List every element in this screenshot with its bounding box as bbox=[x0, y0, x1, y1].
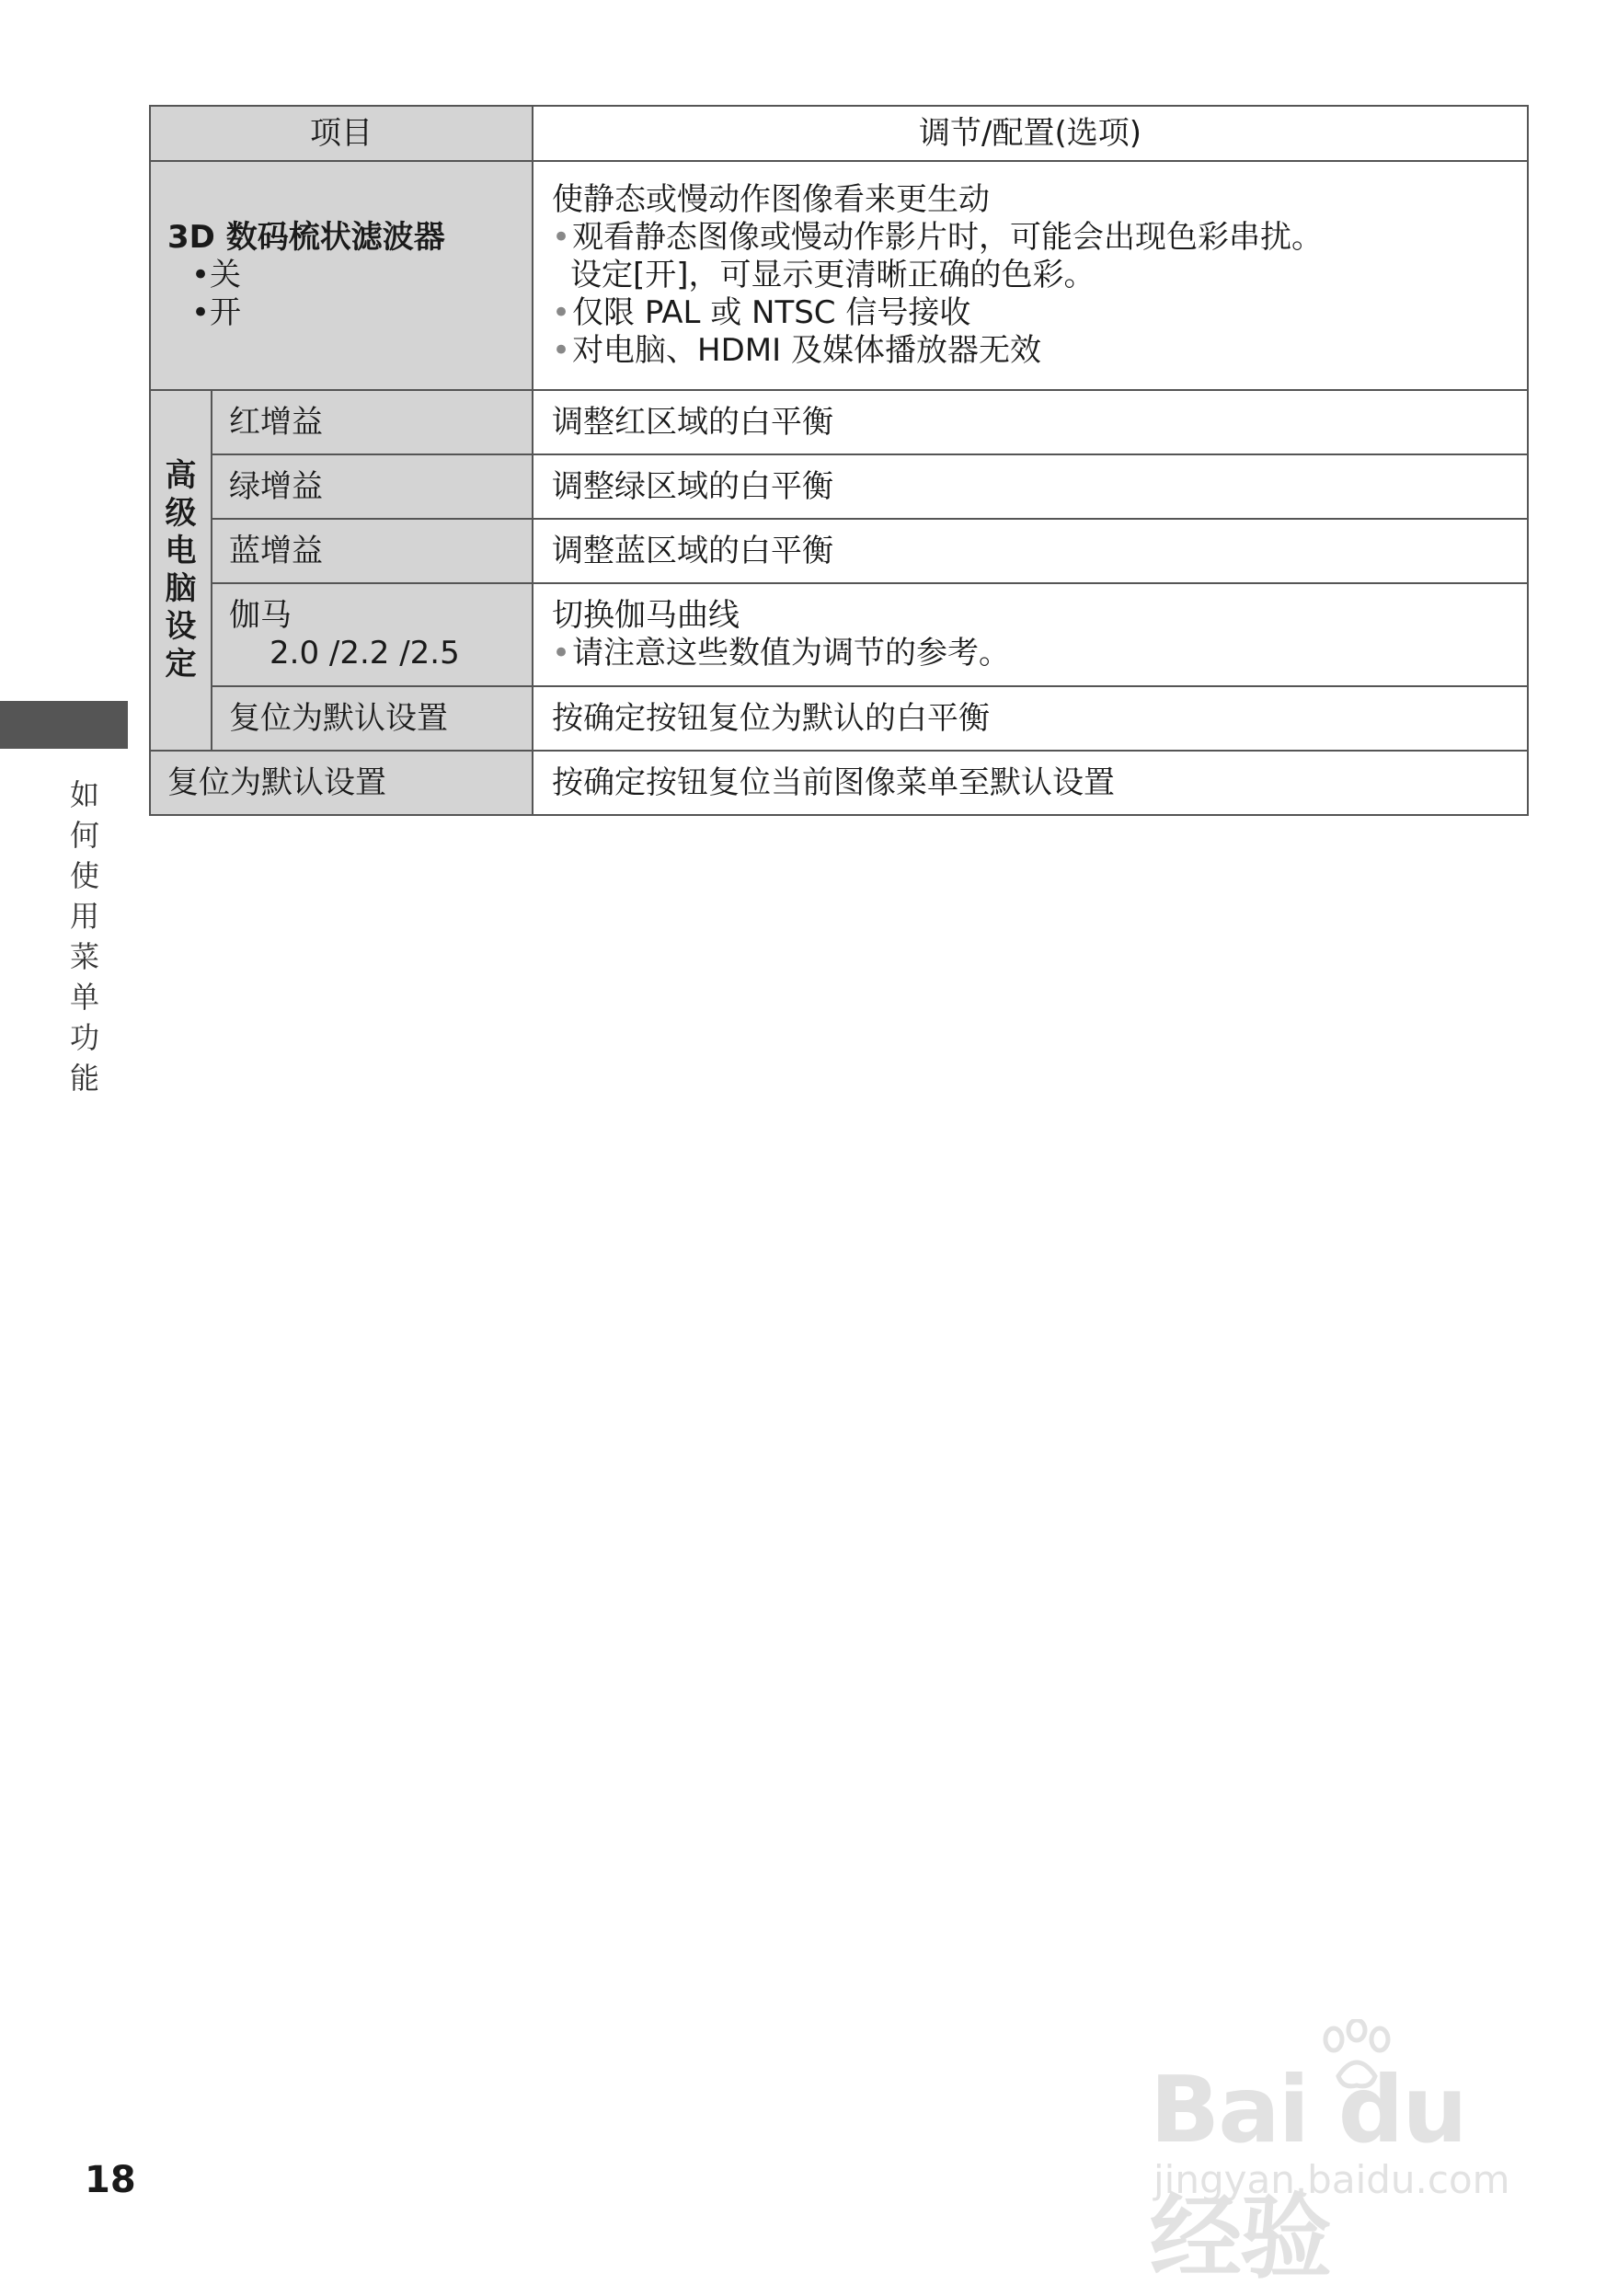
menu-settings-table bbox=[149, 105, 1529, 816]
item-gamma bbox=[212, 583, 533, 686]
item-red-gain: 红增益 bbox=[212, 390, 533, 454]
group-label-char: 电 bbox=[165, 533, 197, 569]
side-label-char: 何 bbox=[69, 818, 99, 853]
header-setting: 调节/配置(选项) bbox=[533, 106, 1528, 161]
item-reset: 复位为默认设置 bbox=[150, 751, 533, 815]
option-on: •开 bbox=[191, 294, 242, 331]
item-blue-gain: 蓝增益 bbox=[212, 519, 533, 583]
page-number: 18 bbox=[85, 2159, 136, 2201]
table-row-blue-gain bbox=[150, 519, 1528, 583]
table-row-gamma bbox=[150, 583, 1528, 686]
group-label-char: 脑 bbox=[165, 570, 197, 607]
desc-3d-bullet-1-cont: 设定[开]，可显示更清晰正确的色彩。 bbox=[570, 257, 1096, 293]
side-label-char: 用 bbox=[69, 899, 99, 934]
group-label-char: 设 bbox=[165, 608, 197, 645]
watermark-url: jingyan.baidu.com bbox=[1153, 2157, 1510, 2202]
table-row-3d-comb-filter bbox=[150, 161, 1528, 390]
side-label-char: 单 bbox=[69, 980, 99, 1015]
item-gamma-label: 伽马 bbox=[229, 597, 292, 634]
side-label-char: 菜 bbox=[69, 939, 99, 974]
desc-reset: 按确定按钮复位当前图像菜单至默认设置 bbox=[533, 751, 1528, 815]
table-row-red-gain bbox=[150, 390, 1528, 454]
group-label-char: 级 bbox=[165, 495, 197, 532]
option-off: •关 bbox=[191, 257, 242, 293]
table-row-green-gain bbox=[150, 454, 1528, 519]
desc-3d-comb-filter bbox=[533, 161, 1528, 390]
desc-gamma-note: • 请注意这些数值为调节的参考。 bbox=[552, 635, 1527, 672]
desc-3d-bullet-3: • 对电脑、HDMI 及媒体播放器无效 bbox=[552, 332, 1527, 370]
desc-3d-main: 使静态或慢动作图像看来更生动 bbox=[552, 181, 990, 218]
side-label-char: 使 bbox=[69, 858, 99, 893]
section-side-label bbox=[63, 775, 107, 1098]
group-advanced-pc-settings bbox=[150, 390, 212, 751]
desc-red-gain: 调整红区域的白平衡 bbox=[533, 390, 1528, 454]
table-row-reset bbox=[150, 751, 1528, 815]
desc-3d-bullet-1: • 观看静态图像或慢动作影片时，可能会出现色彩串扰。 bbox=[552, 219, 1527, 257]
item-green-gain: 绿增益 bbox=[212, 454, 533, 519]
desc-gamma-main: 切换伽马曲线 bbox=[552, 597, 740, 634]
group-label-char: 定 bbox=[165, 646, 197, 683]
baidu-jingyan-watermark bbox=[1150, 2019, 1536, 2291]
side-label-char: 功 bbox=[69, 1020, 99, 1055]
item-gamma-values: 2.0 /2.2 /2.5 bbox=[270, 635, 460, 672]
section-tab-marker bbox=[0, 701, 128, 749]
item-3d-title: 3D 数码梳状滤波器 bbox=[167, 219, 445, 256]
desc-gamma bbox=[533, 583, 1528, 686]
group-label-char: 高 bbox=[165, 457, 197, 494]
table-row-pc-reset bbox=[150, 686, 1528, 751]
watermark-logo: Bai du 经验 bbox=[1150, 2056, 1466, 2291]
desc-green-gain: 调整绿区域的白平衡 bbox=[533, 454, 1528, 519]
desc-pc-reset: 按确定按钮复位为默认的白平衡 bbox=[533, 686, 1528, 751]
side-label-char: 如 bbox=[69, 777, 99, 812]
desc-3d-bullet-2: • 仅限 PAL 或 NTSC 信号接收 bbox=[552, 294, 1527, 332]
item-3d-comb-filter bbox=[150, 161, 533, 390]
header-item: 项目 bbox=[150, 106, 533, 161]
item-pc-reset: 复位为默认设置 bbox=[212, 686, 533, 751]
desc-blue-gain: 调整蓝区域的白平衡 bbox=[533, 519, 1528, 583]
side-label-char: 能 bbox=[69, 1061, 99, 1096]
